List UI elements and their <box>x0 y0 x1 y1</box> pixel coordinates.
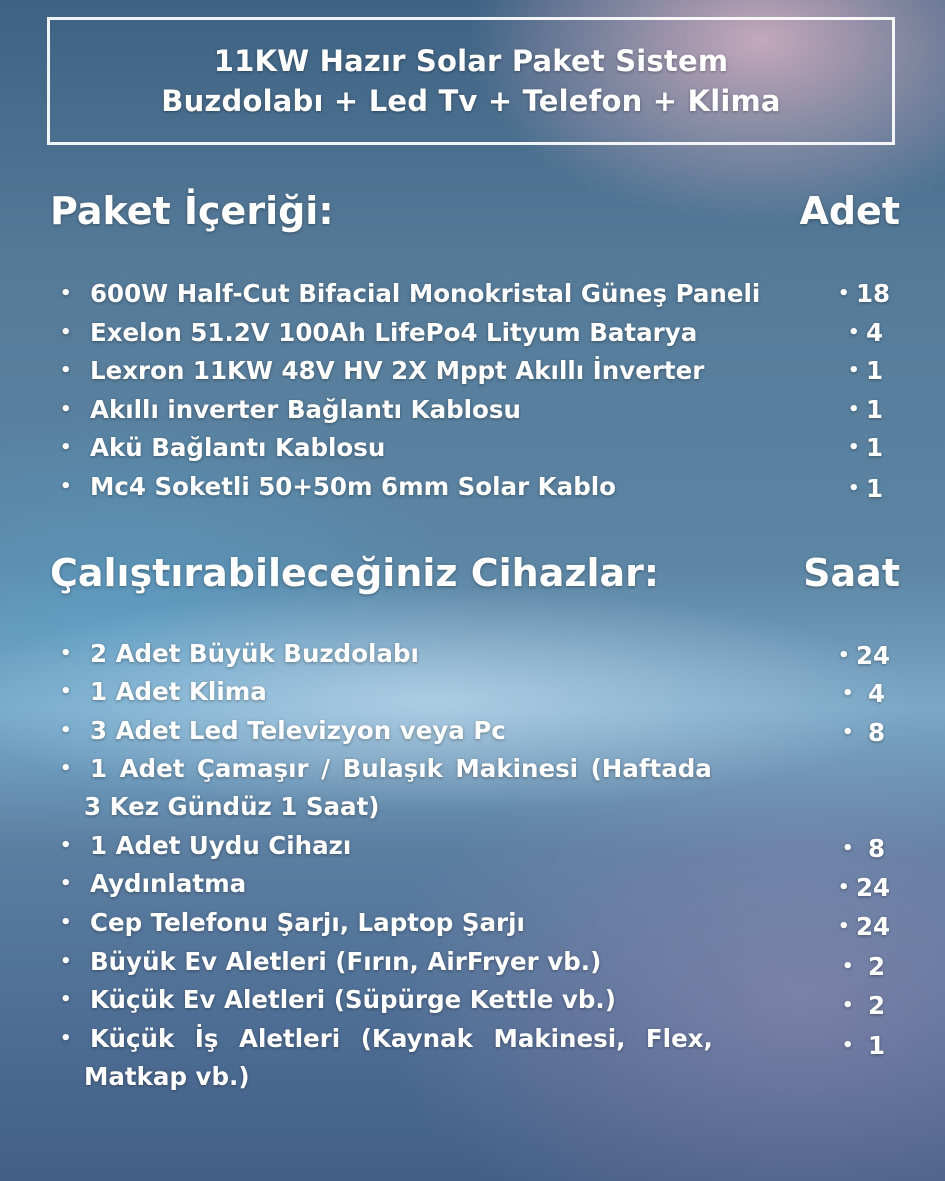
device-item <box>60 635 840 673</box>
device-item-label: 3 Adet Led Televizyon veya Pc <box>90 716 506 745</box>
bullet-icon: • <box>838 916 850 937</box>
bullet-icon: • <box>848 437 860 458</box>
hours-value: 24 <box>856 912 891 941</box>
device-item <box>60 712 840 750</box>
package-heading-row <box>50 186 900 236</box>
bullet-icon: • <box>60 835 72 856</box>
bullet-icon: • <box>60 1028 72 1049</box>
package-item-qty <box>848 470 918 508</box>
package-item-qty <box>848 314 918 352</box>
bullet-icon: • <box>60 912 72 933</box>
qty-value: 4 <box>866 318 884 347</box>
hours-value: 2 <box>868 991 886 1020</box>
bullet-icon: • <box>60 989 72 1010</box>
package-item <box>60 429 840 467</box>
package-item <box>60 352 840 390</box>
bullet-icon: • <box>60 399 72 420</box>
package-heading: Paket İçeriği: <box>50 189 334 233</box>
bullet-icon: • <box>848 322 860 343</box>
bullet-icon: • <box>60 681 72 702</box>
bullet-icon: • <box>842 956 854 977</box>
bullet-icon: • <box>848 478 860 499</box>
package-item-qty <box>848 352 918 390</box>
package-item <box>60 468 840 506</box>
device-item-hours <box>838 908 908 946</box>
hours-value: 24 <box>856 873 891 902</box>
device-item-hours <box>842 1027 912 1065</box>
device-item-label: Cep Telefonu Şarjı, Laptop Şarjı <box>90 908 525 937</box>
qty-value: 1 <box>866 395 884 424</box>
bullet-icon: • <box>838 283 850 304</box>
device-item <box>60 865 840 903</box>
device-item-label-line2: Matkap vb.) <box>84 1062 250 1091</box>
package-item-label: Mc4 Soketli 50+50m 6mm Solar Kablo <box>90 472 616 501</box>
device-item-label: 1 Adet Uydu Cihazı <box>90 831 352 860</box>
device-item-label: Küçük İş Aletleri (Kaynak Makinesi, Flex, <box>90 1024 713 1053</box>
bullet-icon: • <box>848 360 860 381</box>
bullet-icon: • <box>842 683 854 704</box>
hours-value: 8 <box>868 834 886 863</box>
title-box <box>47 17 895 145</box>
bullet-icon: • <box>60 873 72 894</box>
bullet-icon: • <box>60 758 72 779</box>
device-item-label: Küçük Ev Aletleri (Süpürge Kettle vb.) <box>90 985 616 1014</box>
device-item-hours <box>842 675 912 713</box>
bullet-icon: • <box>60 720 72 741</box>
bullet-icon: • <box>838 877 850 898</box>
device-item-label: Büyük Ev Aletleri (Fırın, AirFryer vb.) <box>90 947 602 976</box>
bullet-icon: • <box>842 722 854 743</box>
device-item-continuation <box>84 788 864 826</box>
title-line-2: Buzdolabı + Led Tv + Telefon + Klima <box>161 84 781 118</box>
package-item-qty <box>848 429 918 467</box>
device-item <box>60 1020 750 1058</box>
bullet-icon: • <box>60 322 72 343</box>
device-item-continuation <box>84 1058 864 1096</box>
device-item-hours <box>842 714 912 752</box>
device-item-label: 1 Adet Klima <box>90 677 267 706</box>
package-item-label: Lexron 11KW 48V HV 2X Mppt Akıllı İnverter <box>90 356 705 385</box>
qty-value: 1 <box>866 356 884 385</box>
package-item <box>60 275 840 313</box>
devices-heading-row <box>50 548 900 598</box>
bullet-icon: • <box>60 643 72 664</box>
hours-value: 4 <box>868 679 886 708</box>
bullet-icon: • <box>842 838 854 859</box>
device-item-hours <box>842 987 912 1025</box>
device-item <box>60 673 840 711</box>
package-item-label: Exelon 51.2V 100Ah LifePo4 Lityum Batarya <box>90 318 698 347</box>
package-item <box>60 314 840 352</box>
device-item-hours <box>842 830 912 868</box>
qty-value: 18 <box>856 279 891 308</box>
device-item <box>60 943 840 981</box>
package-item-label: Akıllı inverter Bağlantı Kablosu <box>90 395 521 424</box>
package-item-label: Akü Bağlantı Kablosu <box>90 433 386 462</box>
bullet-icon: • <box>842 1035 854 1056</box>
hours-value: 24 <box>856 641 891 670</box>
devices-heading: Çalıştırabileceğiniz Cihazlar: <box>50 551 660 595</box>
bullet-icon: • <box>60 951 72 972</box>
devices-column-label: Saat <box>803 551 900 595</box>
qty-value: 1 <box>866 474 884 503</box>
bullet-icon: • <box>60 283 72 304</box>
device-item-label: 2 Adet Büyük Buzdolabı <box>90 639 419 668</box>
package-column-label: Adet <box>799 189 900 233</box>
bullet-icon: • <box>60 437 72 458</box>
device-item <box>60 981 840 1019</box>
device-item-hours <box>838 869 908 907</box>
bullet-icon: • <box>60 476 72 497</box>
device-item-hours <box>838 637 908 675</box>
package-item-qty <box>848 391 918 429</box>
device-item <box>60 827 840 865</box>
device-item-label-line2: 3 Kez Gündüz 1 Saat) <box>84 792 380 821</box>
hours-value: 8 <box>868 718 886 747</box>
bullet-icon: • <box>60 360 72 381</box>
package-item <box>60 391 840 429</box>
device-item-label: 1 Adet Çamaşır / Bulaşık Makinesi (Haftada <box>90 754 712 783</box>
package-item-qty <box>838 275 908 313</box>
hours-value: 2 <box>868 952 886 981</box>
device-item <box>60 750 750 788</box>
hours-value: 1 <box>868 1031 886 1060</box>
bullet-icon: • <box>848 399 860 420</box>
device-item <box>60 904 840 942</box>
device-item-label: Aydınlatma <box>90 869 247 898</box>
qty-value: 1 <box>866 433 884 462</box>
package-item-label: 600W Half-Cut Bifacial Monokristal Güneş Paneli <box>90 279 761 308</box>
bullet-icon: • <box>842 995 854 1016</box>
device-item-hours <box>842 948 912 986</box>
title-line-1: 11KW Hazır Solar Paket Sistem <box>213 44 729 78</box>
bullet-icon: • <box>838 645 850 666</box>
